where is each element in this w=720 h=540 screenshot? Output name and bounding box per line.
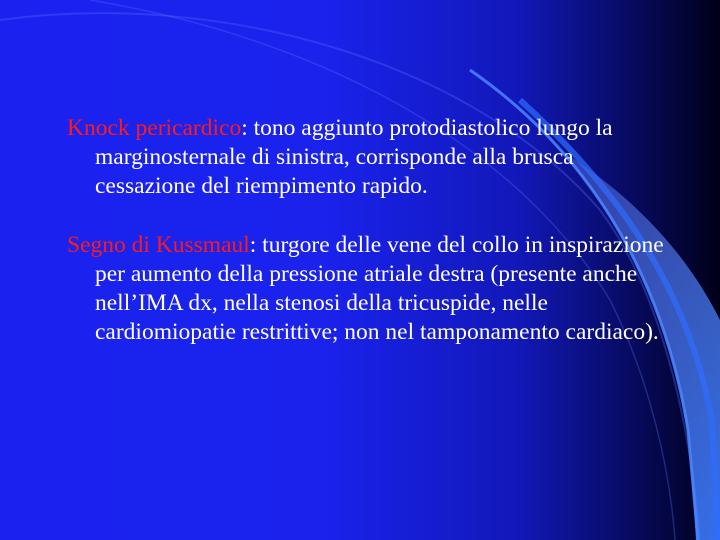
term-segno-di-kussmaul: Segno di Kussmaul [67,232,250,258]
definition-segno-di-kussmaul: : turgore delle vene del collo in inspirazione per aumento della pressione atriale destra (presente anche nell’IMA dx, nella stenosi della tricuspide, nelle cardiomiopatie restrittive; non nel tamponamento cardiaco). [95,232,664,345]
paragraph-kussmaul [67,231,667,347]
term-knock-pericardico: Knock pericardico [67,115,242,141]
paragraph-knock [67,114,667,201]
slide-body [67,114,667,377]
definition-knock-pericardico: : tono aggiunto protodiastolico lungo la marginosternale di sinistra, corrisponde alla brusca cessazione del riempimento rapido. [95,115,613,199]
